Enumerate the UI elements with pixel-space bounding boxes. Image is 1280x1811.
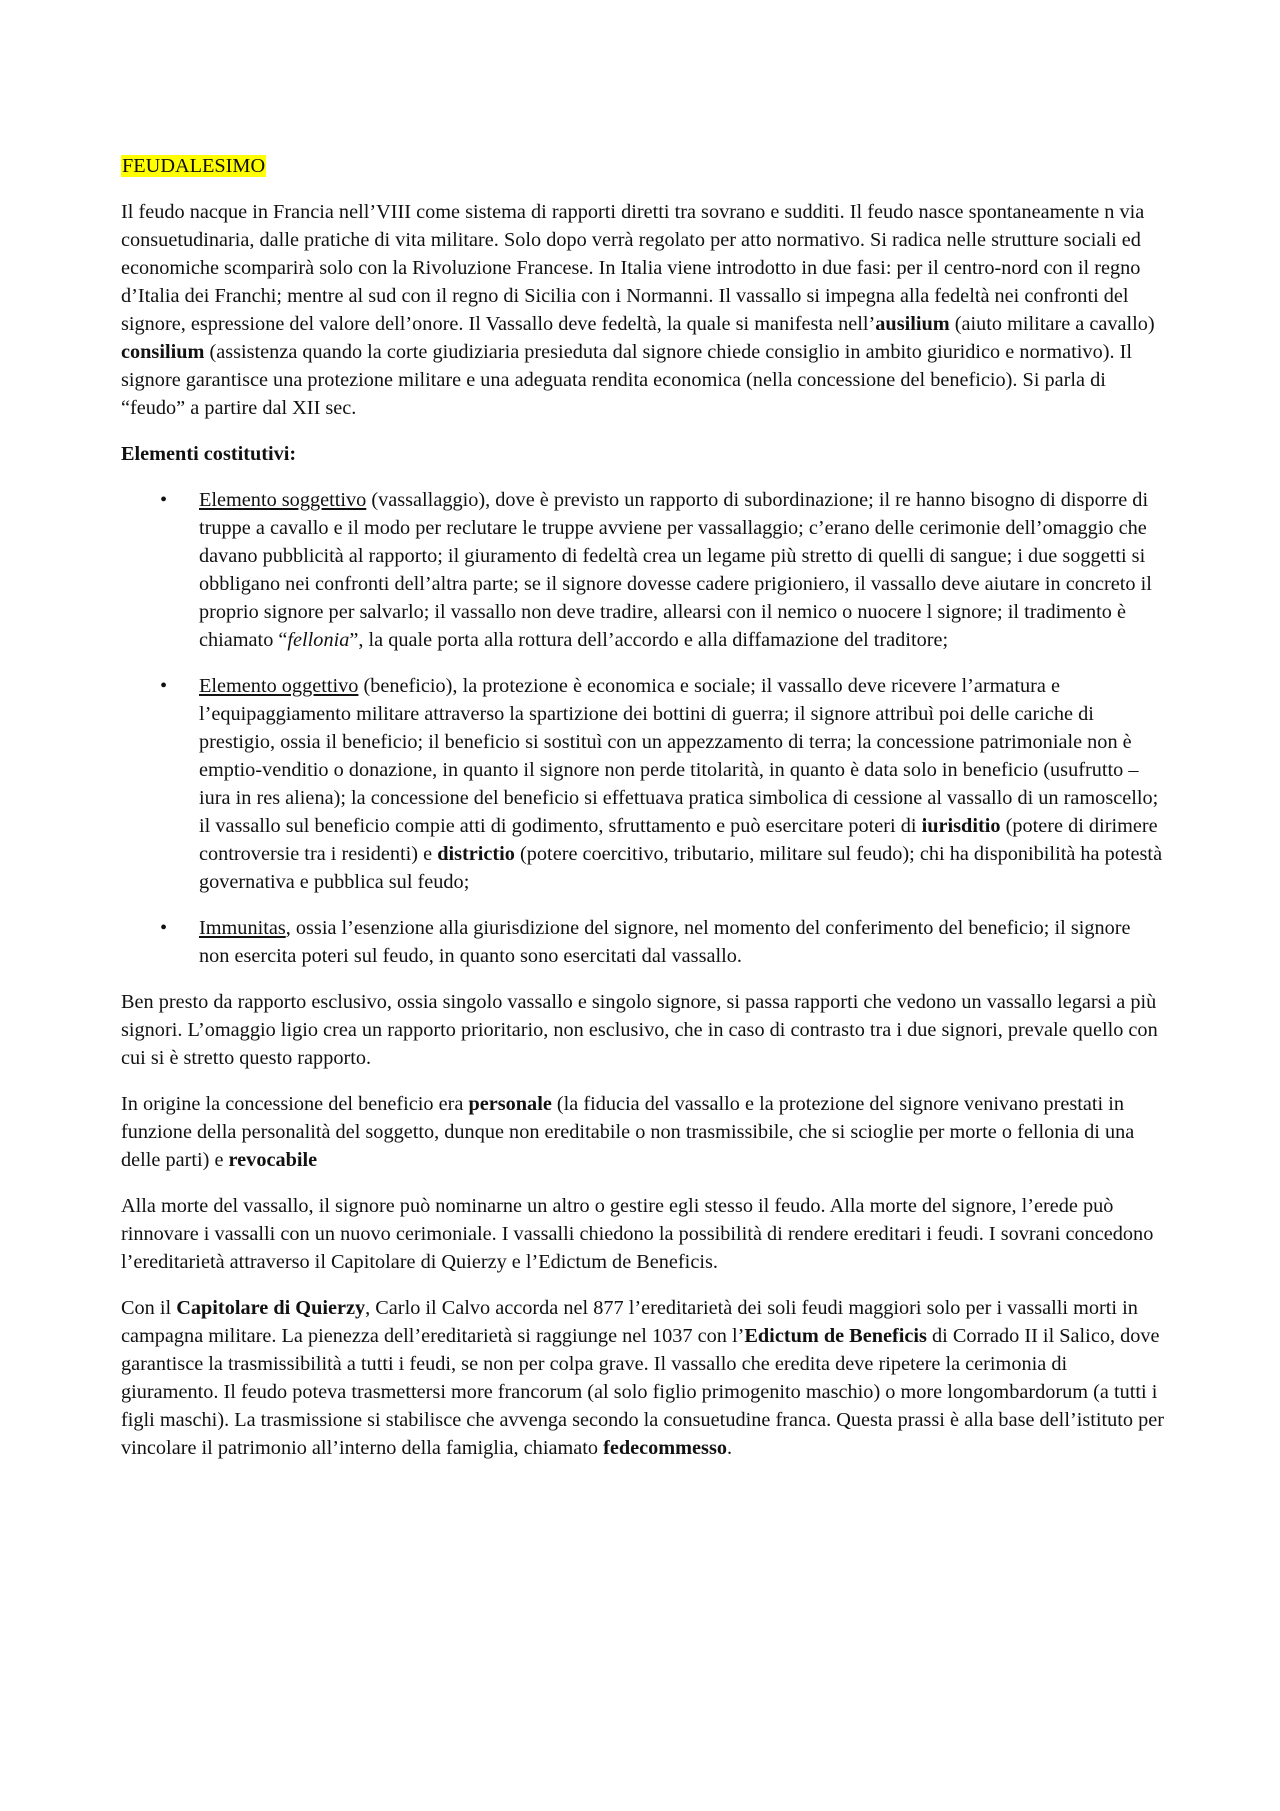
bold-term-capitolare: Capitolare di Quierzy: [176, 1297, 366, 1319]
bullet-list: [121, 486, 1166, 970]
bold-term-fedecommesso: fedecommesso: [603, 1437, 727, 1459]
text-run: In origine la concessione del beneficio era: [121, 1093, 469, 1115]
paragraph: Ben presto da rapporto esclusivo, ossia singolo vassallo e singolo signore, si passa rapporti che vedono un vassallo legarsi a più signori. L’omaggio ligio crea un rapporto prioritario, non esclusivo, che in caso di contrasto tra i due signori, prevale quello con cui si è stretto questo rapporto.: [121, 991, 1158, 1069]
text-run: di Corrado II il Salico, dove garantisce la trasmissibilità a tutti i feudi, se non per colpa grave. Il vassallo che eredita deve ripetere la cerimonia di giuramento. Il feudo poteva trasmettersi more francorum (al solo figlio primogenito maschio) o more longombardorum (a tutti i figli maschi). La trasmissione si stabilisce che avvenga secondo la consuetudine franca. Questa prassi è alla base dell’istituto per vincolare il patrimonio all’interno della famiglia, chiamato: [121, 1325, 1165, 1459]
italic-term-fellonia: fellonia: [287, 629, 350, 651]
bullet-icon: •: [160, 489, 168, 511]
underlined-term: Elemento oggettivo: [199, 675, 359, 697]
list-item: [121, 914, 1166, 970]
underlined-term: Elemento soggettivo: [199, 489, 367, 511]
bold-term-edictum: Edictum de Beneficis: [744, 1325, 927, 1347]
paragraph: [121, 1294, 1166, 1462]
text-run: (vassallaggio), dove è previsto un rapporto di subordinazione; il re hanno bisogno di disporre di truppe a cavallo e il modo per reclutare le truppe avviene per vassallaggio; c’erano delle cerimonie dell’omaggio che davano pubblicità al rapporto; il giuramento di fedeltà crea un legame più stretto di quelli di sangue; i due soggetti si obbligano nei confronti dell’altra parte; se il signore dovesse cadere prigioniero, il vassallo deve aiutare in concreto il proprio signore per salvarlo; il vassallo non deve tradire, allearsi con il nemico o nuocere l signore; il tradimento è chiamato “: [199, 489, 1152, 651]
list-item: [121, 672, 1166, 896]
text-run: (assistenza quando la corte giudiziaria presieduta dal signore chiede consiglio in ambito giuridico e normativo). Il signore garantisce una protezione militare e una adeguata rendita economica (nella concessione del beneficio). Si parla di “feudo” a partire dal XII sec.: [121, 341, 1132, 419]
underlined-term: Immunitas: [199, 917, 286, 939]
text-run: (aiuto militare a cavallo): [949, 313, 1155, 335]
document-title: [121, 152, 1166, 180]
section-heading: Elementi costitutivi:: [121, 443, 297, 465]
intro-paragraph: [121, 198, 1166, 422]
bullet-icon: •: [160, 675, 168, 697]
highlighted-title: FEUDALESIMO: [122, 155, 266, 177]
bold-term-revocabile: revocabile: [228, 1149, 318, 1171]
text-run: , Carlo il Calvo accorda nel 877 l’ereditarietà dei soli feudi maggiori solo per i vassalli morti in campagna militare. La pienezza dell’ereditarietà si raggiunge nel 1037 con l’: [121, 1297, 1138, 1347]
bold-term-iurisditio: iurisditio: [921, 815, 1001, 837]
bold-term-districtio: districtio: [437, 843, 515, 865]
text-run: ”, la quale porta alla rottura dell’accordo e alla diffamazione del traditore;: [349, 629, 949, 651]
text-run: Con il: [121, 1297, 177, 1319]
text-run: Il feudo nacque in Francia nell’VIII come sistema di rapporti diretti tra sovrano e sudditi. Il feudo nasce spontaneamente n via consuetudinaria, dalle pratiche di vita militare. Solo dopo verrà regolato per atto normativo. Si radica nelle strutture sociali ed economiche scomparirà solo con la Rivoluzione Francese. In Italia viene introdotto in due fasi: per il centro-nord con il regno d’Italia dei Franchi; mentre al sud con il regno di Sicilia con i Normanni. Il vassallo si impegna alla fedeltà nei confronti del signore, espressione del valore dell’onore. Il Vassallo deve fedeltà, la quale si manifesta nell’: [121, 201, 1145, 335]
paragraph: Alla morte del vassallo, il signore può nominarne un altro o gestire egli stesso il feudo. Alla morte del signore, l’erede può rinnovare i vassalli con un nuovo cerimoniale. I vassalli chiedono la possibilità di rendere ereditari i feudi. I sovrani concedono l’ereditarietà attraverso il Capitolare di Quierzy e l’Edictum de Beneficis.: [121, 1195, 1154, 1273]
text-run: , ossia l’esenzione alla giurisdizione del signore, nel momento del conferimento del beneficio; il signore non esercita poteri sul feudo, in quanto sono esercitati dal vassallo.: [199, 917, 1131, 967]
bold-term-ausilium: ausilium: [875, 313, 950, 335]
list-item: [121, 486, 1166, 654]
text-run: .: [726, 1437, 733, 1459]
document-body: [121, 152, 1166, 1480]
text-run: (potere di dirimere controversie tra i residenti) e: [199, 815, 1158, 865]
paragraph: [121, 1090, 1166, 1174]
bold-term-personale: personale: [468, 1093, 552, 1115]
text-run: (la fiducia del vassallo e la protezione del signore venivano prestati in funzione della personalità del soggetto, dunque non ereditabile o non trasmissibile, che si scioglie per morte o fellonia di una delle parti) e: [121, 1093, 1135, 1171]
text-run: (beneficio), la protezione è economica e sociale; il vassallo deve ricevere l’armatura e l’equipaggiamento militare attraverso la spartizione dei bottini di guerra; il signore attribuì poi delle cariche di prestigio, ossia il beneficio; il beneficio si sostituì con un appezzamento di terra; la concessione patrimoniale non è emptio-venditio o donazione, in quanto il signore non perde titolarità, in quanto è data solo in beneficio (usufrutto – iura in res aliena); la concessione del beneficio si effettuava pratica simbolica di cessione al vassallo di un ramoscello; il vassallo sul beneficio compie atti di godimento, sfruttamento e può esercitare poteri di: [199, 675, 1159, 837]
bold-term-consilium: consilium: [121, 341, 205, 363]
text-run: (potere coercitivo, tributario, militare sul feudo); chi ha disponibilità ha potestà governativa e pubblica sul feudo;: [199, 843, 1163, 893]
bullet-icon: •: [160, 917, 168, 939]
